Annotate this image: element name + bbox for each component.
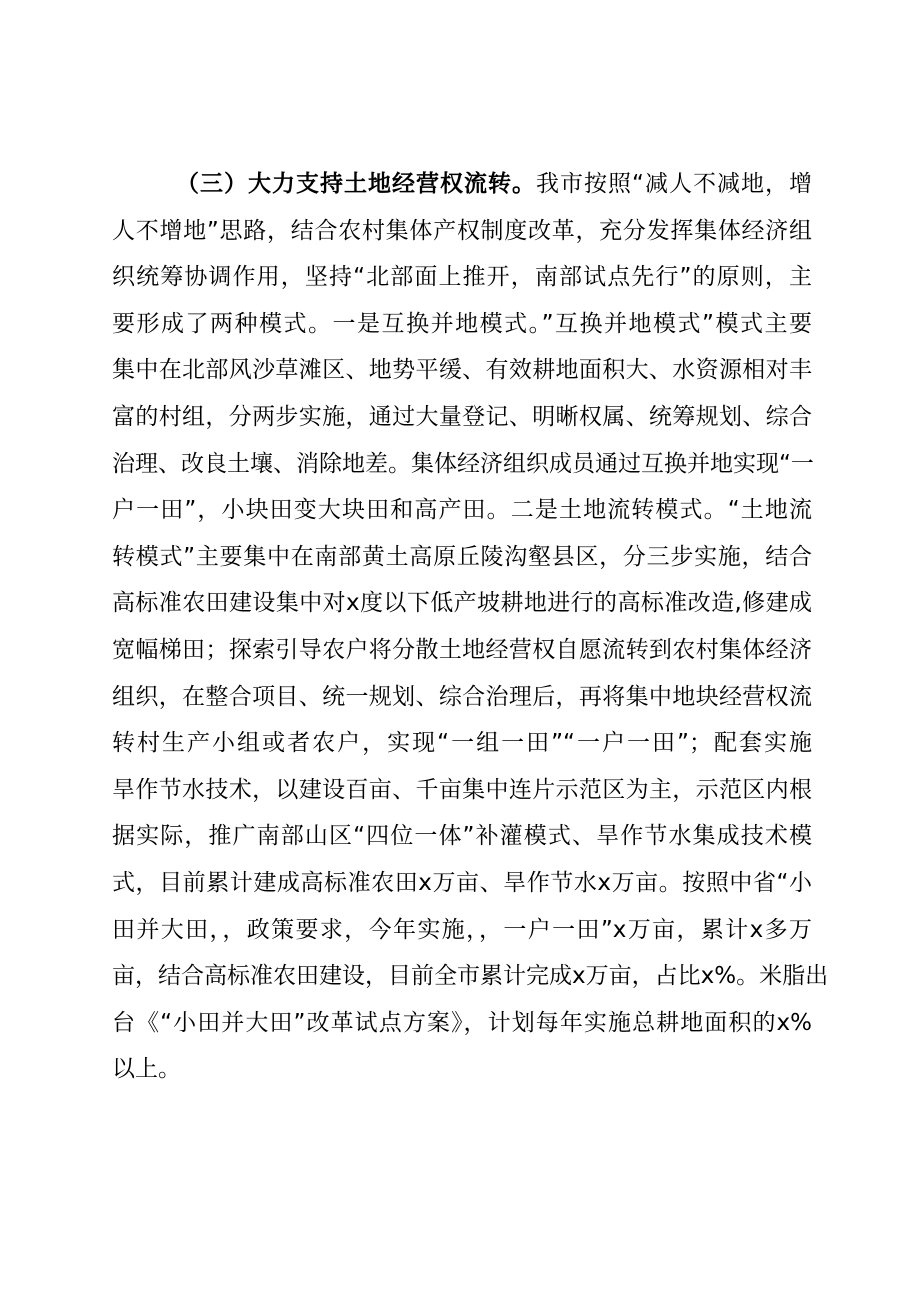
paragraph-line-10: 高标准农田建设集中对x度以下低产坡耕地进行的高标准改造,修建成 [112,590,812,617]
paragraph-line-14: 旱作节水技术，以建设百亩、千亩集中连片示范区为主，示范区内根 [112,776,812,803]
paragraph-line-16: 式，目前累计建成高标准农田x万亩、旱作节水x万亩。按照中省“小 [112,869,812,896]
document-paragraph [112,161,829,1093]
section-heading: （三）大力支持土地经营权流转。 [176,171,537,197]
paragraph-line-11: 宽幅梯田；探索引导农户将分散土地经营权自愿流转到农村集体经济 [112,636,812,663]
paragraph-line-13: 转村生产小组或者农户，实现“一组一田”“一户一田”；配套实施 [112,730,812,757]
paragraph-line-15: 据实际，推广南部山区“四位一体”补灌模式、旱作节水集成技术模 [112,823,812,850]
paragraph-line-19: 台《“小田并大田”改革试点方案》，计划每年实施总耕地面积的x% [112,1009,812,1036]
paragraph-line-20: 以上。 [112,1056,181,1083]
paragraph-line-4: 要形成了两种模式。一是互换并地模式。”互换并地模式”模式主要 [112,310,812,337]
paragraph-line-6: 富的村组，分两步实施，通过大量登记、明晰权属、统筹规划、综合 [112,403,812,430]
paragraph-line-18: 亩，结合高标准农田建设，目前全市累计完成x万亩，占比x%。米脂出 [112,963,829,990]
paragraph-line-8: 户一田”，小块田变大块田和高产田。二是土地流转模式。“土地流 [112,497,812,524]
paragraph-line-5: 集中在北部风沙草滩区、地势平缓、有效耕地面积大、水资源相对丰 [112,357,812,384]
paragraph-line-12: 组织，在整合项目、统一规划、综合治理后，再将集中地块经营权流 [112,683,812,710]
paragraph-line-1-text: 我市按照“减人不减地，增 [536,171,812,197]
paragraph-line-7: 治理、改良土壤、消除地差。集体经济组织成员通过互换并地实现“一 [112,450,814,477]
paragraph-line-9: 转模式”主要集中在南部黄土高原丘陵沟壑县区，分三步实施，结合 [112,543,812,570]
paragraph-line-1 [112,161,812,208]
paragraph-line-17: 田并大田，，政策要求，今年实施，，一户一田”x万亩，累计x多万 [112,916,812,943]
paragraph-line-2: 人不增地”思路，结合农村集体产权制度改革，充分发挥集体经济组 [112,217,812,244]
paragraph-line-3: 织统筹协调作用，坚持“北部面上推开，南部试点先行”的原则，主 [112,264,812,291]
